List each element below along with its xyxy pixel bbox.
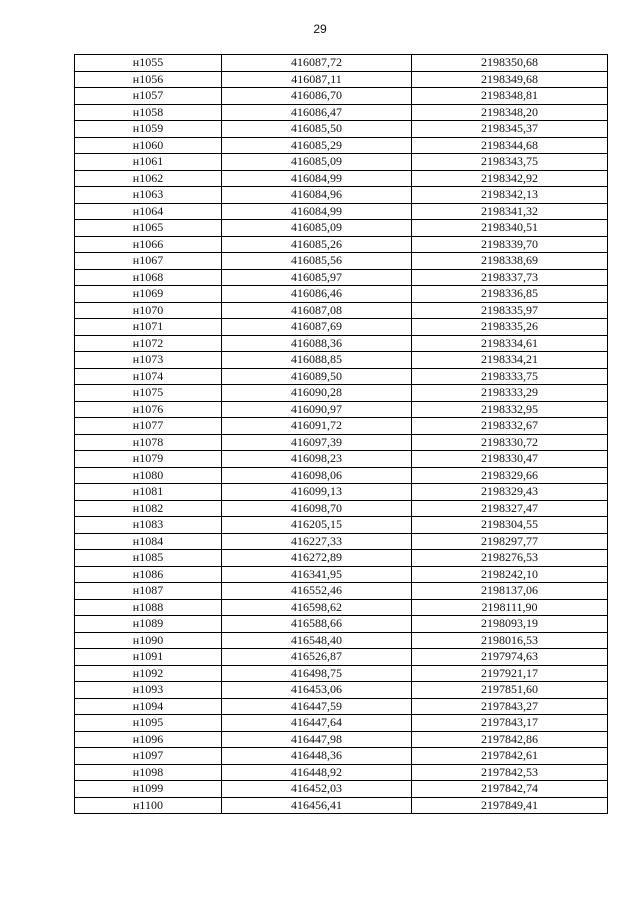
y-coordinate-cell: 2198345,37 — [412, 121, 608, 138]
table-row — [75, 550, 608, 567]
x-coordinate-cell: 416088,36 — [222, 335, 412, 352]
table-row — [75, 533, 608, 550]
y-coordinate-cell: 2198339,70 — [412, 236, 608, 253]
x-coordinate-cell: 416089,50 — [222, 368, 412, 385]
table-row — [75, 170, 608, 187]
x-coordinate-cell: 416087,08 — [222, 302, 412, 319]
y-coordinate-cell: 2198337,73 — [412, 269, 608, 286]
point-id-cell: н1074 — [75, 368, 222, 385]
x-coordinate-cell: 416088,85 — [222, 352, 412, 369]
x-coordinate-cell: 416090,28 — [222, 385, 412, 402]
y-coordinate-cell: 2198344,68 — [412, 137, 608, 154]
y-coordinate-cell: 2198334,61 — [412, 335, 608, 352]
point-id-cell: н1094 — [75, 698, 222, 715]
table-row — [75, 220, 608, 237]
x-coordinate-cell: 416084,99 — [222, 170, 412, 187]
point-id-cell: н1084 — [75, 533, 222, 550]
table-row — [75, 649, 608, 666]
table-row — [75, 797, 608, 814]
x-coordinate-cell: 416090,97 — [222, 401, 412, 418]
x-coordinate-cell: 416085,09 — [222, 220, 412, 237]
x-coordinate-cell: 416085,97 — [222, 269, 412, 286]
point-id-cell: н1099 — [75, 781, 222, 798]
y-coordinate-cell: 2198137,06 — [412, 583, 608, 600]
x-coordinate-cell: 416548,40 — [222, 632, 412, 649]
x-coordinate-cell: 416084,99 — [222, 203, 412, 220]
x-coordinate-cell: 416552,46 — [222, 583, 412, 600]
point-id-cell: н1063 — [75, 187, 222, 204]
point-id-cell: н1073 — [75, 352, 222, 369]
y-coordinate-cell: 2198336,85 — [412, 286, 608, 303]
y-coordinate-cell: 2198340,51 — [412, 220, 608, 237]
x-coordinate-cell: 416097,39 — [222, 434, 412, 451]
table-row — [75, 269, 608, 286]
table-row — [75, 484, 608, 501]
y-coordinate-cell: 2198348,81 — [412, 88, 608, 105]
y-coordinate-cell: 2197842,74 — [412, 781, 608, 798]
table-row — [75, 715, 608, 732]
table-row — [75, 451, 608, 468]
y-coordinate-cell: 2198341,32 — [412, 203, 608, 220]
table-row — [75, 121, 608, 138]
y-coordinate-cell: 2197842,61 — [412, 748, 608, 765]
table-row — [75, 302, 608, 319]
y-coordinate-cell: 2198327,47 — [412, 500, 608, 517]
table-row — [75, 236, 608, 253]
point-id-cell: н1055 — [75, 55, 222, 72]
x-coordinate-cell: 416098,70 — [222, 500, 412, 517]
point-id-cell: н1066 — [75, 236, 222, 253]
y-coordinate-cell: 2198297,77 — [412, 533, 608, 550]
point-id-cell: н1091 — [75, 649, 222, 666]
point-id-cell: н1096 — [75, 731, 222, 748]
y-coordinate-cell: 2198111,90 — [412, 599, 608, 616]
y-coordinate-cell: 2197842,86 — [412, 731, 608, 748]
y-coordinate-cell: 2197843,17 — [412, 715, 608, 732]
point-id-cell: н1082 — [75, 500, 222, 517]
x-coordinate-cell: 416087,72 — [222, 55, 412, 72]
table-row — [75, 368, 608, 385]
y-coordinate-cell: 2198242,10 — [412, 566, 608, 583]
x-coordinate-cell: 416452,03 — [222, 781, 412, 798]
x-coordinate-cell: 416085,50 — [222, 121, 412, 138]
x-coordinate-cell: 416453,06 — [222, 682, 412, 699]
x-coordinate-cell: 416447,64 — [222, 715, 412, 732]
x-coordinate-cell: 416098,23 — [222, 451, 412, 468]
y-coordinate-cell: 2197842,53 — [412, 764, 608, 781]
y-coordinate-cell: 2197849,41 — [412, 797, 608, 814]
table-row — [75, 517, 608, 534]
point-id-cell: н1087 — [75, 583, 222, 600]
x-coordinate-cell: 416098,06 — [222, 467, 412, 484]
table-row — [75, 88, 608, 105]
table-row — [75, 71, 608, 88]
y-coordinate-cell: 2198329,43 — [412, 484, 608, 501]
point-id-cell: н1065 — [75, 220, 222, 237]
table-row — [75, 203, 608, 220]
point-id-cell: н1085 — [75, 550, 222, 567]
y-coordinate-cell: 2197851,60 — [412, 682, 608, 699]
x-coordinate-cell: 416526,87 — [222, 649, 412, 666]
x-coordinate-cell: 416086,70 — [222, 88, 412, 105]
table-row — [75, 665, 608, 682]
point-id-cell: н1078 — [75, 434, 222, 451]
y-coordinate-cell: 2198342,92 — [412, 170, 608, 187]
table-row — [75, 632, 608, 649]
x-coordinate-cell: 416205,15 — [222, 517, 412, 534]
point-id-cell: н1075 — [75, 385, 222, 402]
point-id-cell: н1067 — [75, 253, 222, 270]
point-id-cell: н1079 — [75, 451, 222, 468]
table-row — [75, 154, 608, 171]
point-id-cell: н1064 — [75, 203, 222, 220]
table-row — [75, 467, 608, 484]
y-coordinate-cell: 2198334,21 — [412, 352, 608, 369]
table-row — [75, 55, 608, 72]
y-coordinate-cell: 2198338,69 — [412, 253, 608, 270]
y-coordinate-cell: 2198330,72 — [412, 434, 608, 451]
y-coordinate-cell: 2198333,75 — [412, 368, 608, 385]
point-id-cell: н1090 — [75, 632, 222, 649]
x-coordinate-cell: 416272,89 — [222, 550, 412, 567]
table-row — [75, 434, 608, 451]
table-row — [75, 566, 608, 583]
x-coordinate-cell: 416091,72 — [222, 418, 412, 435]
point-id-cell: н1059 — [75, 121, 222, 138]
table-row — [75, 335, 608, 352]
point-id-cell: н1098 — [75, 764, 222, 781]
y-coordinate-cell: 2198276,53 — [412, 550, 608, 567]
point-id-cell: н1072 — [75, 335, 222, 352]
point-id-cell: н1068 — [75, 269, 222, 286]
x-coordinate-cell: 416084,96 — [222, 187, 412, 204]
table-row — [75, 764, 608, 781]
x-coordinate-cell: 416588,66 — [222, 616, 412, 633]
y-coordinate-cell: 2197843,27 — [412, 698, 608, 715]
table-row — [75, 286, 608, 303]
x-coordinate-cell: 416085,26 — [222, 236, 412, 253]
table-row — [75, 500, 608, 517]
point-id-cell: н1077 — [75, 418, 222, 435]
point-id-cell: н1080 — [75, 467, 222, 484]
table-row — [75, 599, 608, 616]
table-row — [75, 352, 608, 369]
y-coordinate-cell: 2198335,97 — [412, 302, 608, 319]
y-coordinate-cell: 2198350,68 — [412, 55, 608, 72]
x-coordinate-cell: 416498,75 — [222, 665, 412, 682]
table-row — [75, 187, 608, 204]
x-coordinate-cell: 416598,62 — [222, 599, 412, 616]
point-id-cell: н1093 — [75, 682, 222, 699]
page-number: 29 — [313, 22, 327, 36]
table-row — [75, 385, 608, 402]
table-row — [75, 731, 608, 748]
y-coordinate-cell: 2198348,20 — [412, 104, 608, 121]
x-coordinate-cell: 416086,47 — [222, 104, 412, 121]
table-row — [75, 748, 608, 765]
coordinates-table-body — [75, 55, 608, 814]
y-coordinate-cell: 2197974,63 — [412, 649, 608, 666]
point-id-cell: н1069 — [75, 286, 222, 303]
x-coordinate-cell: 416085,29 — [222, 137, 412, 154]
point-id-cell: н1097 — [75, 748, 222, 765]
y-coordinate-cell: 2198335,26 — [412, 319, 608, 336]
y-coordinate-cell: 2198329,66 — [412, 467, 608, 484]
point-id-cell: н1060 — [75, 137, 222, 154]
table-row — [75, 781, 608, 798]
point-id-cell: н1071 — [75, 319, 222, 336]
x-coordinate-cell: 416085,09 — [222, 154, 412, 171]
x-coordinate-cell: 416448,36 — [222, 748, 412, 765]
y-coordinate-cell: 2197921,17 — [412, 665, 608, 682]
point-id-cell: н1070 — [75, 302, 222, 319]
table-row — [75, 682, 608, 699]
table-row — [75, 319, 608, 336]
y-coordinate-cell: 2198343,75 — [412, 154, 608, 171]
coordinates-table — [74, 54, 608, 814]
table-row — [75, 401, 608, 418]
point-id-cell: н1058 — [75, 104, 222, 121]
table-row — [75, 104, 608, 121]
x-coordinate-cell: 416448,92 — [222, 764, 412, 781]
point-id-cell: н1092 — [75, 665, 222, 682]
y-coordinate-cell: 2198332,95 — [412, 401, 608, 418]
table-row — [75, 253, 608, 270]
point-id-cell: н1056 — [75, 71, 222, 88]
x-coordinate-cell: 416099,13 — [222, 484, 412, 501]
x-coordinate-cell: 416447,98 — [222, 731, 412, 748]
x-coordinate-cell: 416227,33 — [222, 533, 412, 550]
point-id-cell: н1095 — [75, 715, 222, 732]
point-id-cell: н1083 — [75, 517, 222, 534]
point-id-cell: н1062 — [75, 170, 222, 187]
point-id-cell: н1061 — [75, 154, 222, 171]
point-id-cell: н1086 — [75, 566, 222, 583]
x-coordinate-cell: 416341,95 — [222, 566, 412, 583]
x-coordinate-cell: 416087,11 — [222, 71, 412, 88]
table-row — [75, 137, 608, 154]
y-coordinate-cell: 2198333,29 — [412, 385, 608, 402]
y-coordinate-cell: 2198349,68 — [412, 71, 608, 88]
y-coordinate-cell: 2198016,53 — [412, 632, 608, 649]
x-coordinate-cell: 416456,41 — [222, 797, 412, 814]
table-row — [75, 418, 608, 435]
point-id-cell: н1076 — [75, 401, 222, 418]
table-row — [75, 583, 608, 600]
point-id-cell: н1057 — [75, 88, 222, 105]
x-coordinate-cell: 416085,56 — [222, 253, 412, 270]
table-row — [75, 616, 608, 633]
y-coordinate-cell: 2198330,47 — [412, 451, 608, 468]
point-id-cell: н1081 — [75, 484, 222, 501]
y-coordinate-cell: 2198093,19 — [412, 616, 608, 633]
table-row — [75, 698, 608, 715]
x-coordinate-cell: 416086,46 — [222, 286, 412, 303]
x-coordinate-cell: 416087,69 — [222, 319, 412, 336]
x-coordinate-cell: 416447,59 — [222, 698, 412, 715]
point-id-cell: н1089 — [75, 616, 222, 633]
point-id-cell: н1100 — [75, 797, 222, 814]
y-coordinate-cell: 2198304,55 — [412, 517, 608, 534]
point-id-cell: н1088 — [75, 599, 222, 616]
y-coordinate-cell: 2198342,13 — [412, 187, 608, 204]
y-coordinate-cell: 2198332,67 — [412, 418, 608, 435]
